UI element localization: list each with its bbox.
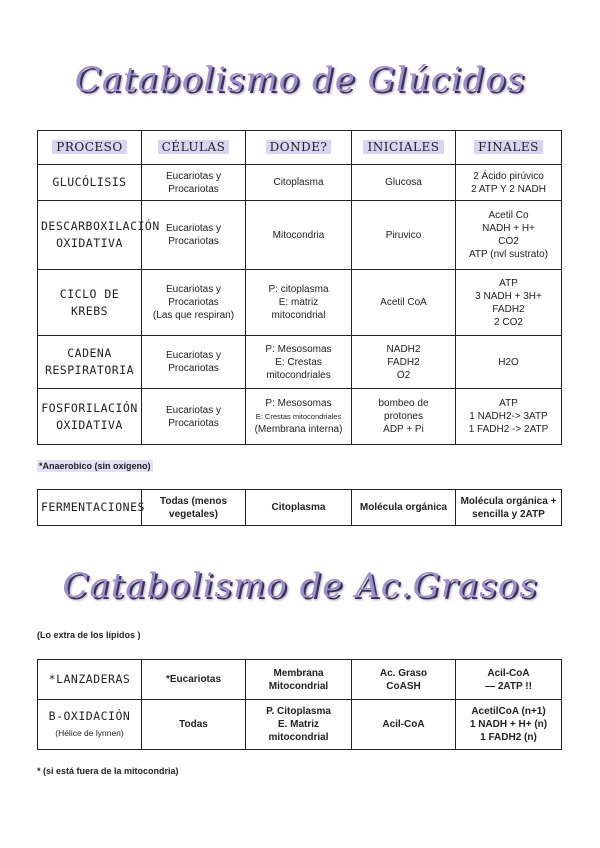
cell-donde: Citoplasma [246,490,352,526]
cell-iniciales: NADH2 FADH2 O2 [352,336,456,389]
cell-iniciales: Piruvico [352,201,456,270]
cell-donde: Citoplasma [246,165,352,201]
cell-celulas: Eucariotas y Procariotas (Las que respiran) [142,270,246,336]
cell-finales: 2 Ácido pirúvico 2 ATP Y 2 NADH [456,165,562,201]
cell-iniciales: bombeo de protones ADP + Pi [352,389,456,445]
cell-iniciales: Glucosa [352,165,456,201]
cell-celulas: Eucariotas y Procariotas [142,389,246,445]
table-row [38,270,562,336]
cell-proceso: B-OXIDACIÓN (Hélice de lynnen) [38,700,142,750]
header-iniciales: INICIALES [352,131,456,165]
cell-donde: P: Mesosomas E: Crestas mitocondriales [246,336,352,389]
cell-proceso: GLUCÓLISIS [38,165,142,201]
header-proceso: PROCESO [38,131,142,165]
table-row [38,700,562,750]
cell-finales: Acetil Co NADH + H+ CO2 ATP (nvl sustrato) [456,201,562,270]
cell-proceso: FOSFORILACIÓN OXIDATIVA [38,389,142,445]
fermentaciones-table [37,489,562,526]
cell-iniciales: Ac. Graso CoASH [352,660,456,700]
table-row [38,336,562,389]
cell-celulas: *Eucariotas [142,660,246,700]
table-row [38,660,562,700]
cell-donde: P: Mesosomas E: Crestas mitocondriales (Membrana interna) [246,389,352,445]
header-celulas: CÉLULAS [142,131,246,165]
table-row [38,389,562,445]
cell-celulas: Eucariotas y Procariotas [142,336,246,389]
cell-iniciales: Molécula orgánica [352,490,456,526]
cell-proceso: CICLO DE KREBS [38,270,142,336]
cell-proceso: FERMENTACIONES [38,490,142,526]
glucidos-table [37,130,562,445]
cell-donde: P. Citoplasma E. Matriz mitocondrial [246,700,352,750]
cell-proceso-sub: (Hélice de lynnen) [55,727,124,738]
note-mitocondria: * (si está fuera de la mitocondria) [37,766,179,776]
header-row [38,131,562,165]
note-anaerobico: *Anaerobico (sin oxígeno) [39,461,151,471]
header-finales: FINALES [456,131,562,165]
cell-proceso: CADENA RESPIRATORIA [38,336,142,389]
cell-finales: H2O [456,336,562,389]
cell-donde: P: citoplasma E: matriz mitocondrial [246,270,352,336]
cell-iniciales: Acil-CoA [352,700,456,750]
cell-finales: ATP 1 NADH2-> 3ATP 1 FADH2 -> 2ATP [456,389,562,445]
cell-finales: Acil-CoA — 2ATP !! [456,660,562,700]
cell-donde: Membrana Mitocondrial [246,660,352,700]
title-glucidos: Catabolismo de Glúcidos [74,60,526,100]
cell-iniciales: Acetil CoA [352,270,456,336]
cell-celulas: Eucariotas y Procariotas [142,165,246,201]
table-row [38,165,562,201]
cell-finales: AcetilCoA (n+1) 1 NADH + H+ (n) 1 FADH2 (n) [456,700,562,750]
cell-celulas: Todas (menos vegetales) [142,490,246,526]
grasos-table [37,659,562,750]
note-lipidos: (Lo extra de los lípidos ) [37,630,141,640]
cell-finales: Molécula orgánica + sencilla y 2ATP [456,490,562,526]
cell-celulas: Todas [142,700,246,750]
cell-donde: Mitocondria [246,201,352,270]
table-row [38,201,562,270]
table-row [38,490,562,526]
cell-proceso: *LANZADERAS [38,660,142,700]
title-grasos: Catabolismo de Ac.Grasos [62,566,538,606]
cell-finales: ATP 3 NADH + 3H+ FADH2 2 CO2 [456,270,562,336]
header-donde: DONDE? [246,131,352,165]
cell-celulas: Eucariotas y Procariotas [142,201,246,270]
cell-proceso: DESCARBOXILACIÓN OXIDATIVA [38,201,142,270]
